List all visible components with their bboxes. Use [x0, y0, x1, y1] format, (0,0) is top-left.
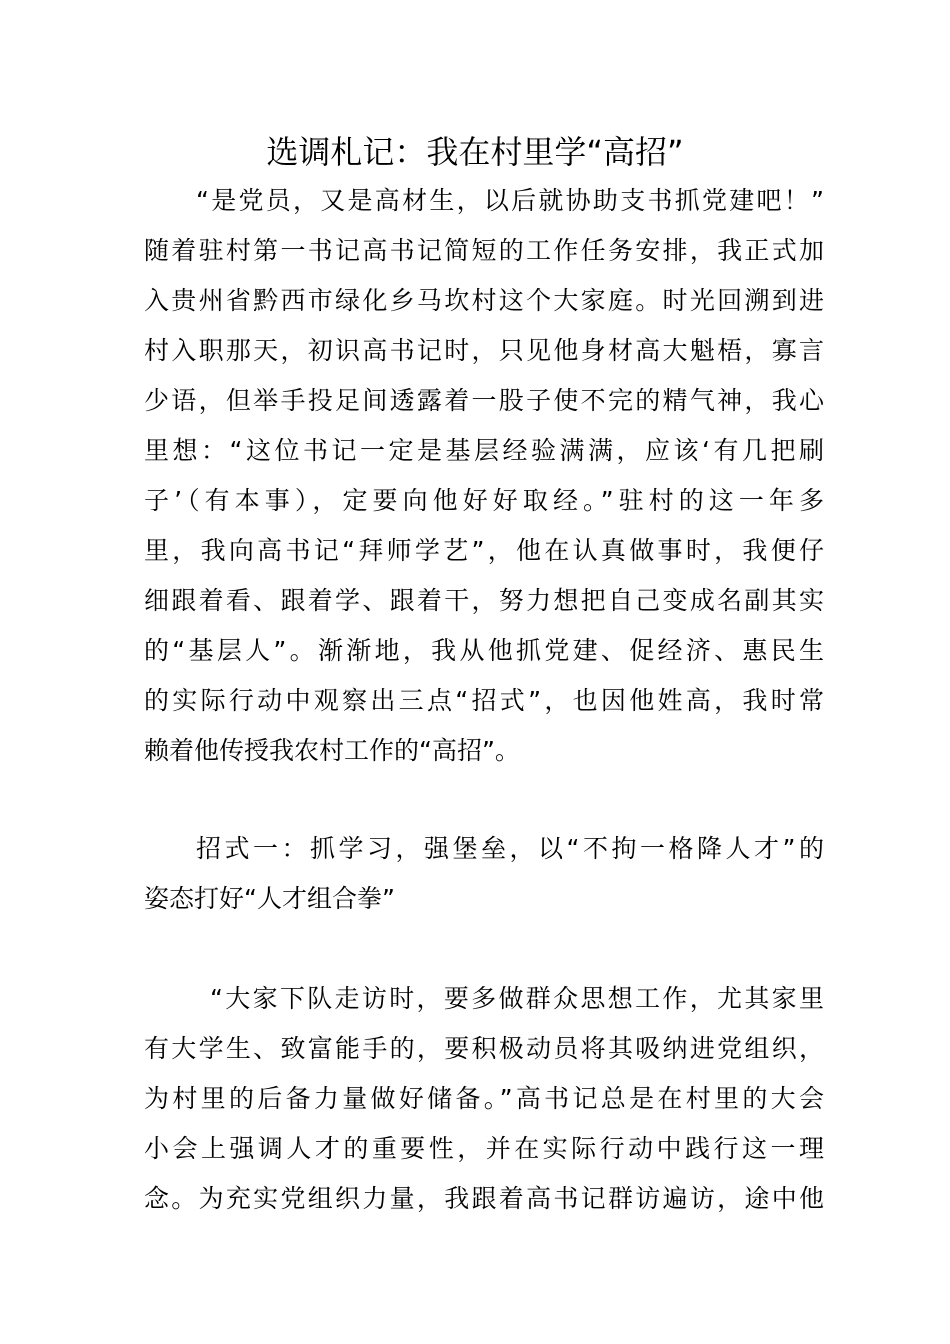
- text-line: “大家下队走访时，要多做群众思想工作，尤其家里: [210, 984, 824, 1013]
- text-line: 细跟着看、跟着学、跟着干，努力想把自己变成名副其实: [144, 586, 824, 615]
- text-line: 小会上强调人才的重要性，并在实际行动中践行这一理: [144, 1134, 824, 1163]
- text-line: 里，我向高书记“拜师学艺”，他在认真做事时，我便仔: [144, 536, 824, 565]
- text-line: 少语，但举手投足间透露着一股子使不完的精气神，我心: [144, 386, 824, 415]
- section-heading: [144, 824, 824, 924]
- text-line: 随着驻村第一书记高书记简短的工作任务安排，我正式加: [144, 236, 824, 265]
- text-line: 入贵州省黔西市绿化乡马坎村这个大家庭。时光回溯到进: [144, 286, 824, 315]
- text-line: 念。为充实党组织力量，我跟着高书记群访遍访，途中他: [144, 1184, 824, 1213]
- paragraph-talent: [144, 974, 824, 1224]
- heading-line: 姿态打好“人才组合拳”: [144, 884, 395, 913]
- text-line: 的实际行动中观察出三点“招式”，也因他姓高，我时常: [144, 686, 824, 715]
- text-line: “是党员，又是高材生，以后就协助支书抓党建吧！”: [196, 186, 824, 215]
- text-line: 子’（有本事），定要向他好好取经。”驻村的这一年多: [144, 486, 824, 515]
- text-line: 村入职那天，初识高书记时，只见他身材高大魁梧，寡言: [144, 336, 824, 365]
- paragraph-intro: [144, 176, 824, 776]
- text-line: 的“基层人”。渐渐地，我从他抓党建、促经济、惠民生: [144, 636, 824, 665]
- text-line: 赖着他传授我农村工作的“高招”。: [144, 736, 520, 765]
- document-title: 选调札记：我在村里学“高招”: [266, 133, 684, 171]
- heading-line: 招式一：抓学习，强堡垒，以“不拘一格降人才”的: [196, 834, 824, 863]
- text-line: 为村里的后备力量做好储备。”高书记总是在村里的大会: [144, 1084, 824, 1113]
- text-line: 里想：“这位书记一定是基层经验满满，应该‘有几把刷: [144, 436, 824, 465]
- text-line: 有大学生、致富能手的，要积极动员将其吸纳进党组织，: [144, 1034, 824, 1063]
